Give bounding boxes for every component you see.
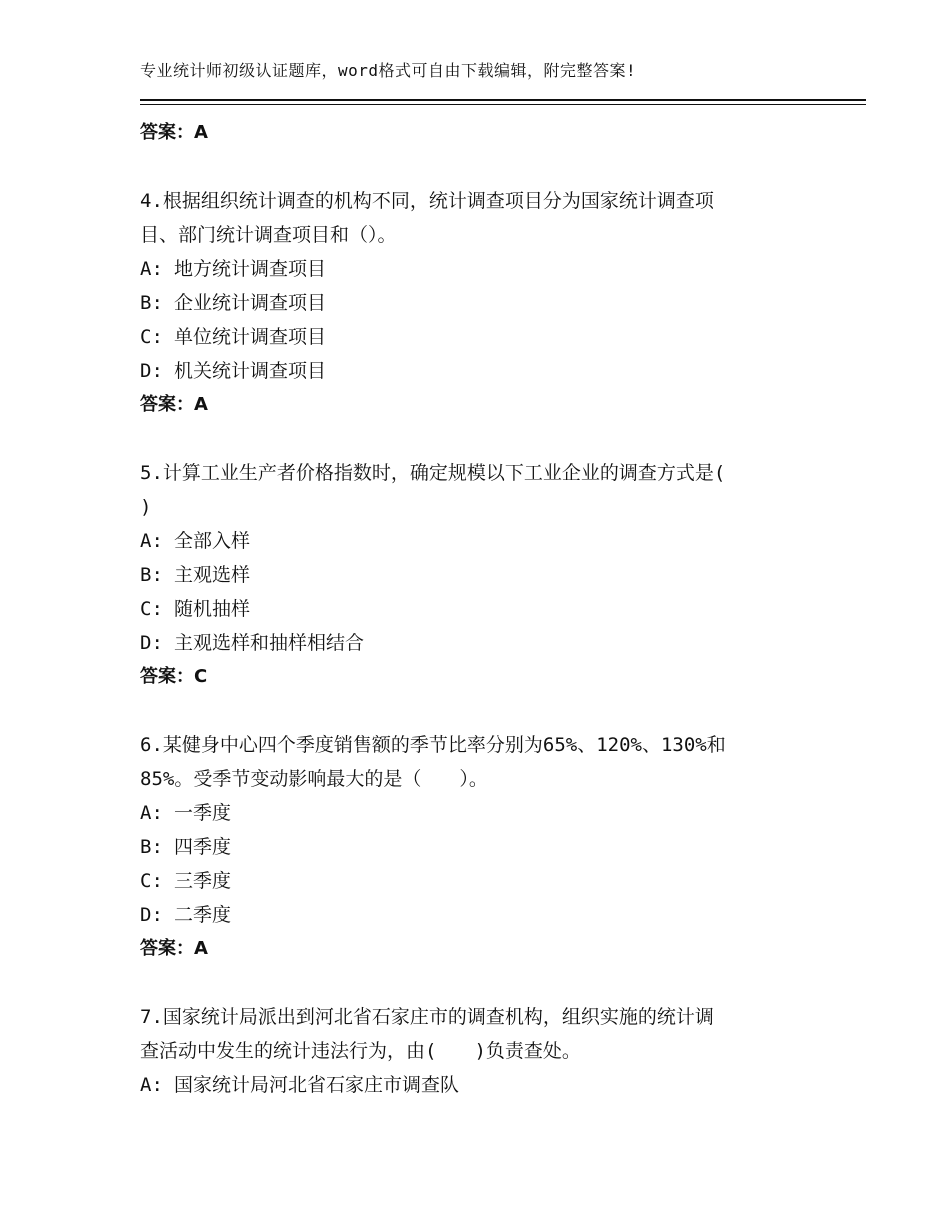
answer-label: 答案： <box>140 394 194 415</box>
option-letter: B: <box>140 292 163 314</box>
option-d <box>140 626 810 660</box>
question-block <box>140 184 810 422</box>
option-text: 三季度 <box>174 870 232 892</box>
spacer <box>140 150 810 184</box>
answer-line <box>140 388 810 422</box>
question-stem-line: 4.根据组织统计调查的机构不同，统计调查项目分为国家统计调查项 <box>140 190 714 212</box>
option-a <box>140 1068 810 1102</box>
option-text: 一季度 <box>174 802 232 824</box>
option-c <box>140 864 810 898</box>
option-d <box>140 354 810 388</box>
question-block <box>140 728 810 966</box>
question-list <box>140 116 810 1102</box>
option-a <box>140 524 810 558</box>
option-text: 企业统计调查项目 <box>174 292 327 314</box>
spacer <box>140 694 810 728</box>
option-letter: A: <box>140 258 163 280</box>
option-letter: B: <box>140 836 163 858</box>
spacer <box>140 422 810 456</box>
option-letter: A: <box>140 1074 163 1096</box>
option-letter: C: <box>140 870 163 892</box>
option-c <box>140 320 810 354</box>
header-rule-thick <box>140 99 866 101</box>
option-letter: C: <box>140 326 163 348</box>
option-d <box>140 898 810 932</box>
option-text: 单位统计调查项目 <box>174 326 327 348</box>
question-stem-line: 5.计算工业生产者价格指数时，确定规模以下工业企业的调查方式是( <box>140 462 726 484</box>
question-stem-line: 85%。受季节变动影响最大的是（ ）。 <box>140 768 488 790</box>
option-b <box>140 286 810 320</box>
option-a <box>140 796 810 830</box>
answer-line <box>140 660 810 694</box>
option-letter: B: <box>140 564 163 586</box>
option-text: 四季度 <box>174 836 232 858</box>
option-letter: D: <box>140 360 163 382</box>
question-block <box>140 456 810 694</box>
option-text: 全部入样 <box>174 530 251 552</box>
answer-value: A <box>194 122 208 143</box>
question-stem-line: 查活动中发生的统计违法行为，由( )负责查处。 <box>140 1040 581 1062</box>
answer-label: 答案： <box>140 666 194 687</box>
option-text: 主观选样 <box>174 564 251 586</box>
answer-label: 答案： <box>140 122 194 143</box>
option-letter: D: <box>140 904 163 926</box>
question-stem-line: 目、部门统计调查项目和（）。 <box>140 224 397 246</box>
option-c <box>140 592 810 626</box>
spacer <box>140 966 810 1000</box>
option-text: 随机抽样 <box>174 598 251 620</box>
option-text: 地方统计调查项目 <box>174 258 327 280</box>
option-letter: D: <box>140 632 163 654</box>
answer-label: 答案： <box>140 938 194 959</box>
option-letter: C: <box>140 598 163 620</box>
page-header: 专业统计师初级认证题库，word格式可自由下载编辑，附完整答案! <box>140 61 637 80</box>
option-a <box>140 252 810 286</box>
option-text: 国家统计局河北省石家庄市调查队 <box>174 1074 460 1096</box>
answer-value: A <box>194 938 208 959</box>
option-b <box>140 558 810 592</box>
option-b <box>140 830 810 864</box>
question-stem-line: 7.国家统计局派出到河北省石家庄市的调查机构，组织实施的统计调 <box>140 1006 714 1028</box>
answer-value: A <box>194 394 208 415</box>
answer-line <box>140 932 810 966</box>
option-letter: A: <box>140 530 163 552</box>
question-stem-line: 6.某健身中心四个季度销售额的季节比率分别为65%、120%、130%和 <box>140 734 726 756</box>
answer-value: C <box>194 666 208 687</box>
option-text: 二季度 <box>174 904 232 926</box>
header-rule-thin <box>140 104 866 105</box>
option-letter: A: <box>140 802 163 824</box>
question-stem-line: ) <box>140 496 152 518</box>
option-text: 机关统计调查项目 <box>174 360 327 382</box>
question-block <box>140 1000 810 1102</box>
option-text: 主观选样和抽样相结合 <box>174 632 365 654</box>
answer-line <box>140 116 810 150</box>
